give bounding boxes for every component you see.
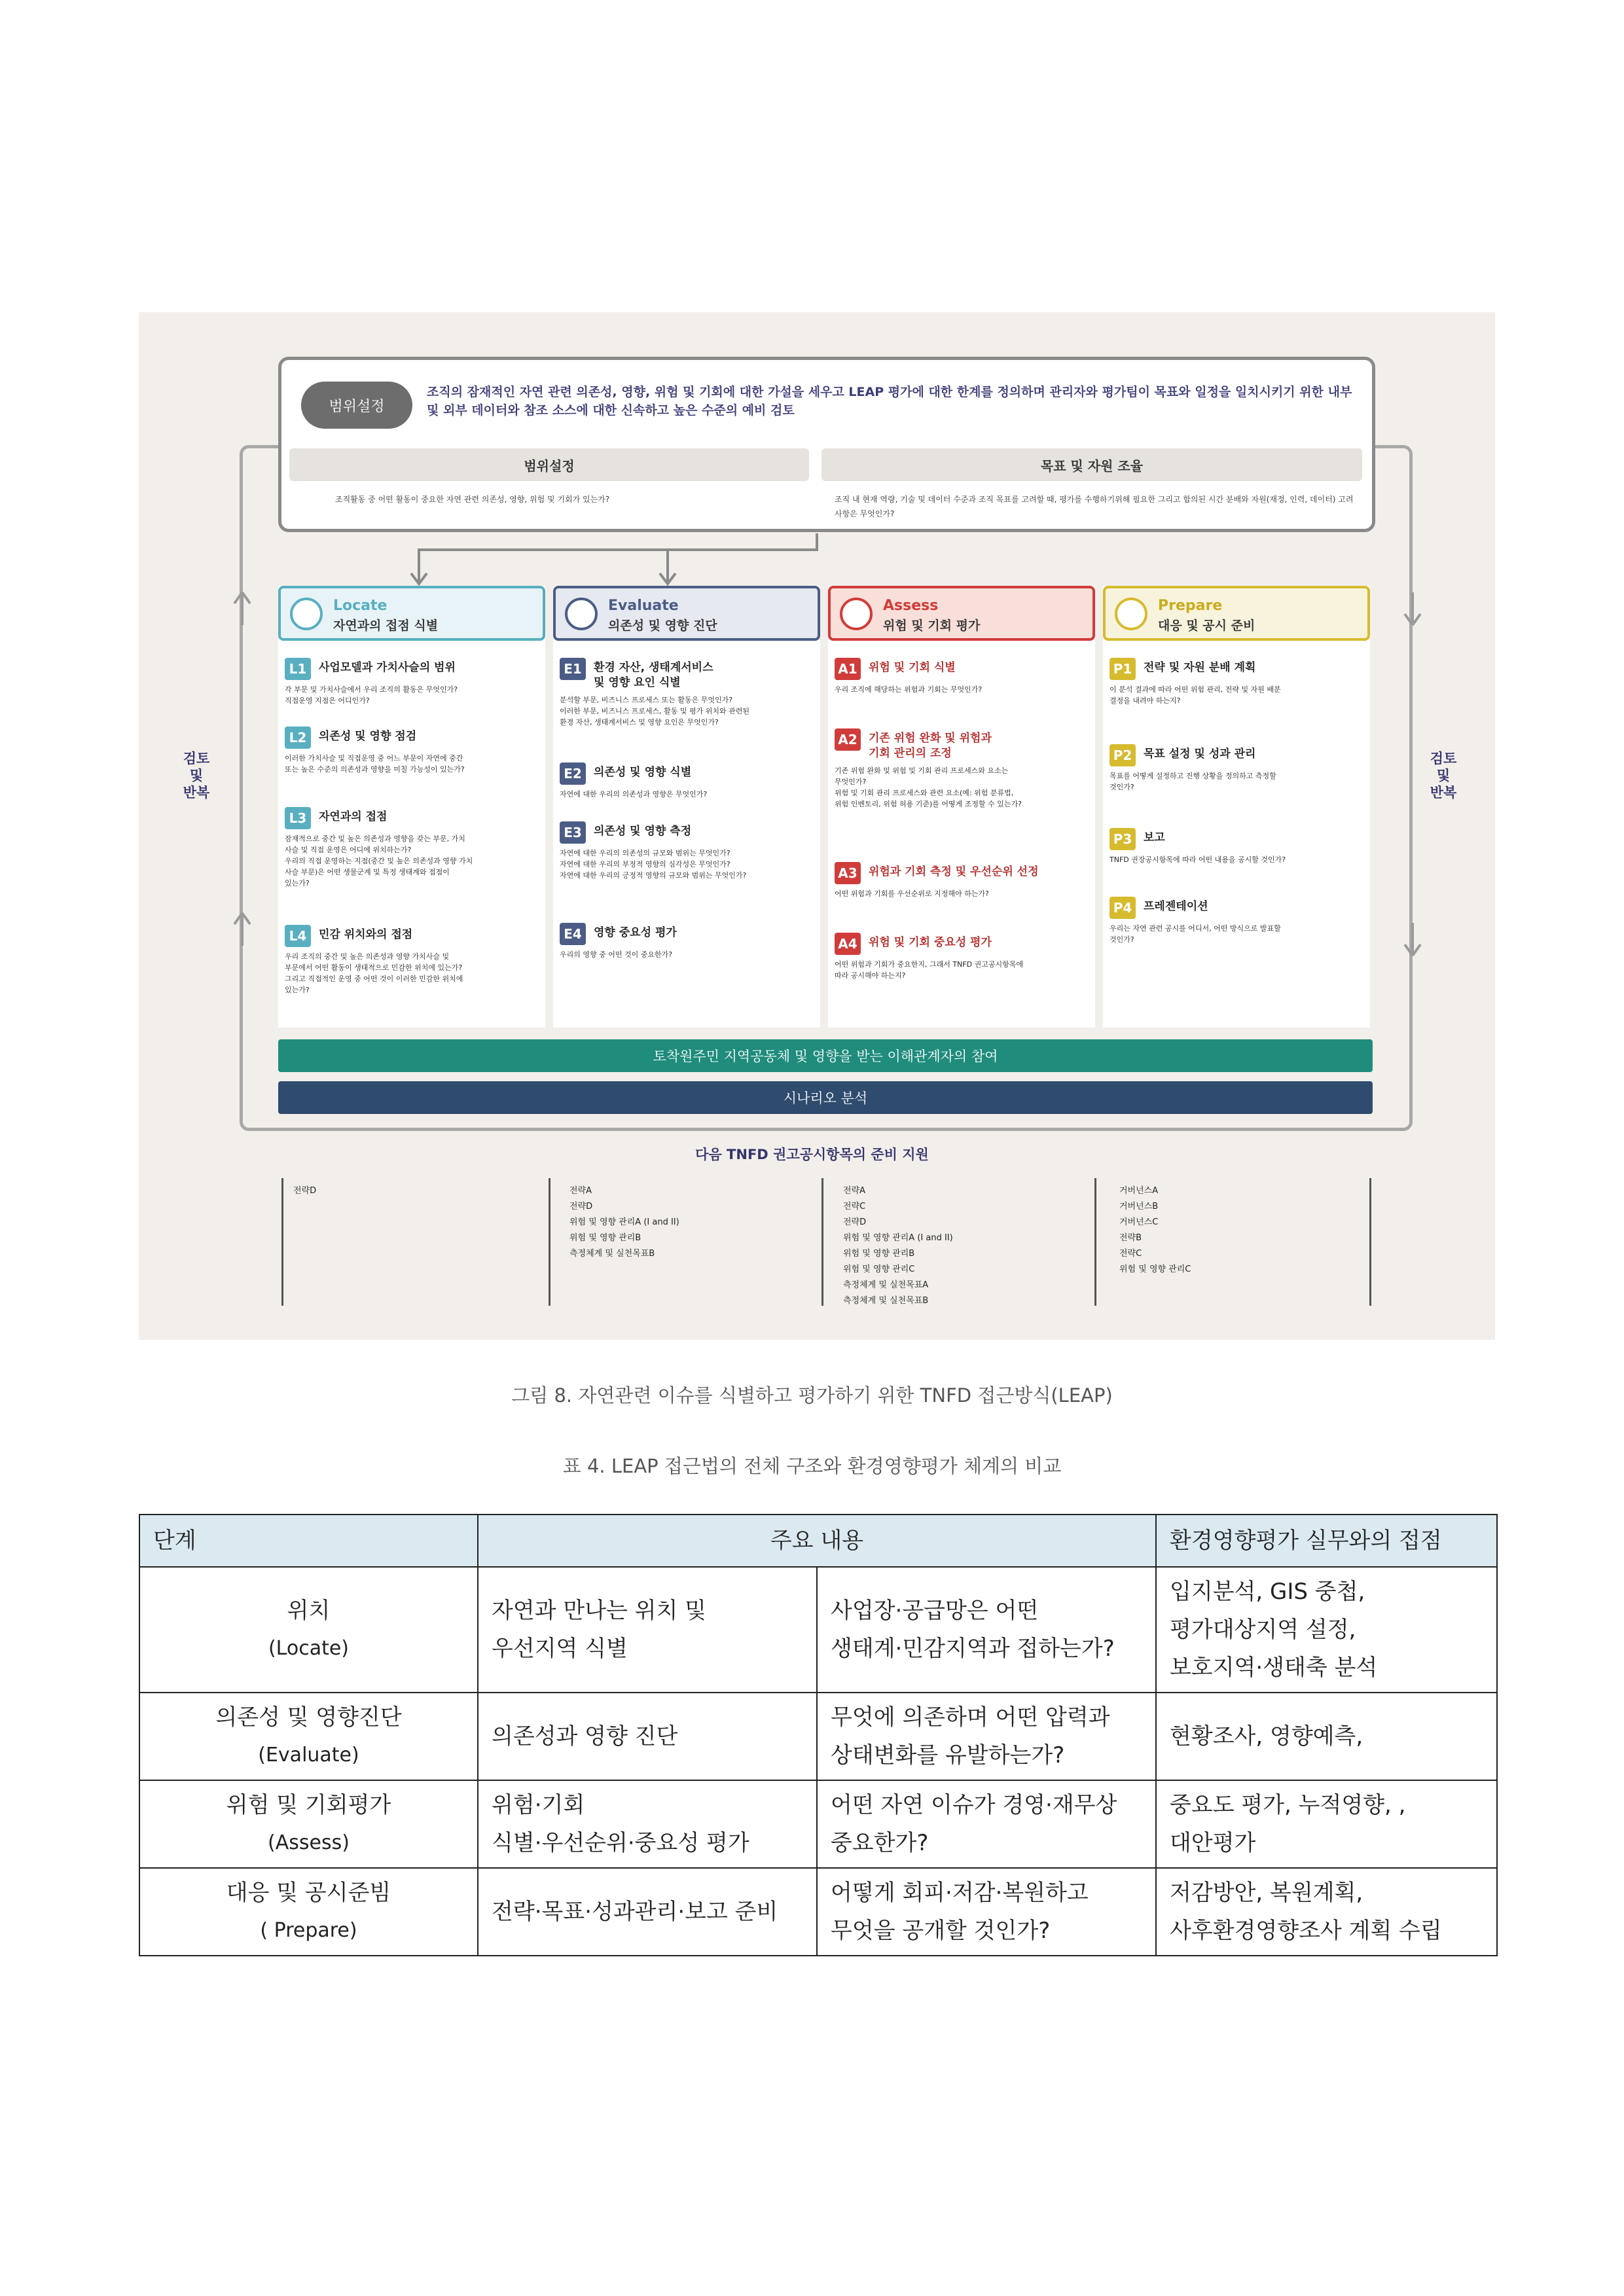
loop-label-right: 검토 및 반복: [1424, 746, 1463, 805]
step-badge: A3: [835, 862, 861, 884]
table-row: [139, 1693, 1497, 1780]
step-title: 보고: [1144, 831, 1165, 844]
content-cell: 위험·기회 식별·우선순위·중요성 평가: [478, 1780, 817, 1868]
prepare-title-en: Prepare: [1158, 598, 1223, 614]
prepare-logo-icon: [1115, 598, 1147, 630]
list-item: 위험 및 영향 관리C: [843, 1265, 915, 1274]
step-title: 의존성 및 영향 식별: [594, 766, 692, 779]
loop-up-arrow-icon: [229, 589, 255, 628]
divider: [281, 1178, 283, 1306]
assess-title-ko: 위험 및 기회 평가: [883, 619, 981, 633]
assess-column: [828, 586, 1095, 1028]
step-a4: [835, 933, 1091, 981]
list-item: 전략C: [843, 1202, 866, 1211]
table-row: [139, 1780, 1497, 1868]
disclosure-list-prepare: [1119, 1183, 1191, 1278]
list-item: 위험 및 영향 관리B: [843, 1249, 915, 1259]
step-question: 이 분석 결과에 따라 어떤 위험 관리, 전략 및 자원 배분 결정을 내려야 하는지?: [1110, 685, 1281, 705]
locate-title-ko: 자연과의 접점 식별: [333, 619, 439, 633]
step-question: 우리의 영향 중 어떤 것이 중요한가?: [560, 950, 673, 959]
eia-cell: 중요도 평가, 누적영향, , 대안평가: [1156, 1780, 1497, 1868]
table-row: [139, 1868, 1497, 1956]
assess-logo-icon: [840, 598, 873, 630]
question-cell: 어떤 자연 이슈가 경영·재무상 중요한가?: [817, 1780, 1156, 1868]
locate-title-en: Locate: [333, 598, 388, 614]
goals-resources-question: 조직 내 현재 역량, 기술 및 데이터 수준과 조직 목표를 고려할 때, 평가를 수행하기위해 필요한 그리고 합의된 시간 분배와 자원(재정, 인력, 데이터) 고려 사항은 무엇인가?: [835, 495, 1354, 518]
prepare-title-ko: 대응 및 공시 준비: [1158, 619, 1255, 633]
scoping-question: 조직활동 중 어떤 활동이 중요한 자연 관련 의존성, 영향, 위험 및 기회가 있는가?: [335, 495, 610, 504]
step-badge: P1: [1110, 658, 1136, 680]
list-item: 거버넌스B: [1119, 1202, 1159, 1211]
disclosure-list-evaluate: [569, 1183, 679, 1262]
step-question: 자연에 대한 우리의 의존성과 영향은 무엇인가?: [560, 790, 708, 798]
loop-down-arrow-icon: [1399, 920, 1426, 959]
step-title: 전략 및 자원 분배 계획: [1144, 661, 1256, 674]
step-badge: L3: [285, 807, 311, 829]
next-disclosures-title: 다음 TNFD 권고공시항목의 준비 지원: [695, 1147, 929, 1162]
question-cell: 어떻게 회피·저감·복원하고 무엇을 공개할 것인가?: [817, 1868, 1156, 1956]
list-item: 위험 및 영향 관리B: [569, 1233, 641, 1243]
eia-cell: 저감방안, 복원계획, 사후환경영향조사 계획 수립: [1156, 1868, 1497, 1956]
step-l1: [285, 658, 541, 706]
step-p4: [1110, 897, 1366, 945]
step-badge: L4: [285, 925, 311, 947]
list-item: 전략A: [569, 1186, 592, 1196]
step-e1: [560, 658, 816, 728]
step-title: 위험과 기회 측정 및 우선순위 선정: [869, 865, 1039, 878]
step-badge: P4: [1110, 897, 1136, 919]
loop-up-arrow-icon: [229, 910, 255, 949]
assess-header: [828, 586, 1095, 641]
eia-cell: 입지분석, GIS 중첩, 평가대상지역 설정, 보호지역·생태축 분석: [1156, 1567, 1497, 1693]
divider: [1369, 1178, 1371, 1306]
step-question: 우리는 자연 관련 공시를 어디서, 어떤 방식으로 발표할 것인가?: [1110, 924, 1281, 944]
step-p3: [1110, 828, 1366, 865]
list-item: 위험 및 영향 관리C: [1119, 1265, 1191, 1274]
table-row: [139, 1567, 1497, 1693]
step-l2: [285, 726, 541, 775]
header-main-content: 주요 내용: [478, 1515, 1156, 1567]
list-item: 위험 및 영향 관리A (I and II): [843, 1233, 953, 1243]
scoping-description: 조직의 잠재적인 자연 관련 의존성, 영향, 위험 및 기회에 대한 가설을 세우고 LEAP 평가에 대한 한계를 정의하며 관리자와 평가팀이 목표와 일정을 일치시키기 위한 내부 및 외부 데이터와 참조 소스에 대한 신속하고 높은 수준의 예비 검토: [427, 385, 1352, 418]
step-title: 의존성 및 영향 점검: [319, 730, 417, 743]
step-question: 어떤 위험과 기회가 중요한지, 그래서 TNFD 권고공시항목에 따라 공시해야 하는지?: [835, 960, 1023, 980]
step-question: 기존 위험 완화 및 위험 및 기회 관리 프로세스와 요소는 무엇인가? 위험 및 기회 관리 프로세스와 관련 요소(예: 위험 분류법, 위험 인벤토리, 위험 허용 기준)를 어떻게 조정할 수 있는가?: [835, 766, 1022, 808]
list-item: 위험 및 영향 관리A (I and II): [569, 1217, 679, 1227]
step-badge: L2: [285, 726, 311, 749]
evaluate-title-ko: 의존성 및 영향 진단: [608, 619, 717, 633]
divider: [821, 1178, 823, 1306]
scoping-pill: 범위설정: [301, 382, 412, 429]
step-a3: [835, 862, 1091, 899]
prepare-column: [1103, 586, 1370, 1028]
evaluate-column: [553, 586, 820, 1028]
list-item: 전략C: [1119, 1249, 1142, 1259]
content-cell: 전략·목표·성과관리·보고 준비: [478, 1868, 817, 1956]
step-e2: [560, 762, 816, 800]
list-item: 전략D: [569, 1202, 593, 1211]
step-question: 우리 조직의 중간 및 높은 의존성과 영향 가치사슬 및 부문에서 어떤 활동이 생태적으로 민감한 위치에 있는가? 그리고 직접적인 운영 중 어떤 것이 이러한 민감한 위치에 있는가?: [285, 952, 463, 994]
step-a1: [835, 658, 1091, 695]
step-badge: P3: [1110, 828, 1136, 850]
step-badge: E4: [560, 923, 586, 945]
stage-cell: 위치 (Locate): [139, 1567, 478, 1693]
scoping-subheading: 범위설정: [289, 448, 809, 481]
locate-header: [278, 586, 545, 641]
scenario-analysis-bar: 시나리오 분석: [278, 1081, 1373, 1114]
stage-cell: 위험 및 기회평가 (Assess): [139, 1780, 478, 1868]
list-item: 전략D: [293, 1186, 317, 1196]
step-badge: E3: [560, 821, 586, 844]
step-e4: [560, 923, 816, 960]
step-title: 위험 및 기회 중요성 평가: [869, 936, 992, 949]
goals-resources-subheading: 목표 및 자원 조율: [821, 448, 1362, 481]
header-eia-interface: 환경영향평가 실무와의 접점: [1156, 1515, 1497, 1567]
locate-logo-icon: [290, 598, 323, 630]
content-cell: 의존성과 영향 진단: [478, 1693, 817, 1780]
question-cell: 무엇에 의존하며 어떤 압력과 상태변화를 유발하는가?: [817, 1693, 1156, 1780]
step-badge: A4: [835, 933, 861, 955]
list-item: 거버넌스A: [1119, 1186, 1159, 1196]
step-p2: [1110, 744, 1366, 793]
step-a2: [835, 728, 1091, 810]
step-title: 사업모델과 가치사슬의 범위: [319, 661, 456, 674]
leap-eia-comparison-table: [139, 1514, 1498, 1956]
content-cell: 자연과 만나는 위치 및 우선지역 식별: [478, 1567, 817, 1693]
loop-down-arrow-icon: [1399, 589, 1426, 628]
step-badge: E2: [560, 762, 586, 785]
disclosure-list-locate: [293, 1183, 316, 1199]
question-cell: 사업장·공급망은 어떤 생태계·민감지역과 접하는가?: [817, 1567, 1156, 1693]
step-badge: A1: [835, 658, 861, 680]
evaluate-logo-icon: [565, 598, 598, 630]
figure-caption: 그림 8. 자연관련 이슈를 식별하고 평가하기 위한 TNFD 접근방식(LEAP): [511, 1384, 1113, 1407]
step-p1: [1110, 658, 1366, 706]
eia-cell: 현황조사, 영향예측,: [1156, 1693, 1497, 1780]
list-item: 전략B: [1119, 1233, 1142, 1243]
step-question: 분석할 부문, 비즈니스 프로세스 또는 활동은 무엇인가? 이러한 부문, 비즈니스 프로세스, 활동 및 평가 위치와 관련된 환경 자산, 생태계서비스 및 영향 요인은 무엇인가?: [560, 696, 749, 726]
stakeholder-engagement-bar: 토착원주민 지역공동체 및 영향을 받는 이해관계자의 참여: [278, 1039, 1373, 1072]
step-l4: [285, 925, 541, 996]
step-question: 목표를 어떻게 설정하고 진행 상황을 정의하고 측정할 것인가?: [1110, 772, 1276, 791]
step-title: 목표 설정 및 성과 관리: [1144, 747, 1256, 761]
stage-cell: 대응 및 공시준빔 ( Prepare): [139, 1868, 478, 1956]
divider: [1094, 1178, 1096, 1306]
list-item: 전략A: [843, 1186, 866, 1196]
step-question: 어떤 위험과 기회를 우선순위로 지정해야 하는가?: [835, 889, 989, 898]
step-title: 위험 및 기회 식별: [869, 661, 956, 674]
step-question: TNFD 권장공시항목에 따라 어떤 내용을 공시할 것인가?: [1110, 855, 1286, 864]
table-caption: 표 4. LEAP 접근법의 전체 구조와 환경영향평가 체계의 비교: [562, 1455, 1062, 1477]
evaluate-header: [553, 586, 820, 641]
header-stage: 단계: [139, 1515, 478, 1567]
list-item: 측정체계 및 실천목표B: [569, 1249, 655, 1259]
step-title: 프레젠테이션: [1144, 900, 1208, 913]
step-badge: L1: [285, 658, 311, 680]
step-e3: [560, 821, 816, 881]
step-badge: A2: [835, 728, 861, 751]
list-item: 거버넌스C: [1119, 1217, 1159, 1227]
step-badge: E1: [560, 658, 586, 680]
list-item: 측정체계 및 실천목표B: [843, 1296, 929, 1306]
assess-title-en: Assess: [883, 598, 939, 614]
prepare-header: [1103, 586, 1370, 641]
step-question: 이러한 가치사슬 및 직접운영 중 어느 부문이 자연에 중간 또는 높은 수준의 의존성과 영향을 미칠 가능성이 있는가?: [285, 754, 465, 774]
step-question: 우리 조직에 해당하는 위험과 기회는 무엇인가?: [835, 685, 983, 694]
divider: [549, 1178, 550, 1306]
list-item: 전략D: [843, 1217, 867, 1227]
loop-label-left: 검토 및 반복: [177, 746, 216, 805]
stage-cell: 의존성 및 영향진단 (Evaluate): [139, 1693, 478, 1780]
step-l3: [285, 807, 541, 889]
list-item: 측정체계 및 실천목표A: [843, 1280, 929, 1290]
scope-connector-arrows-icon: [393, 530, 825, 589]
evaluate-title-en: Evaluate: [608, 598, 679, 614]
step-question: 각 부문 및 가치사슬에서 우리 조직의 활동은 무엇인가? 직접운영 지점은 어디인가?: [285, 685, 458, 705]
step-title: 의존성 및 영향 측정: [594, 825, 692, 838]
step-title: 기존 위험 완화 및 위험과 기회 관리의 조정: [869, 732, 992, 760]
step-title: 자연과의 접점: [319, 810, 388, 823]
locate-column: [278, 586, 545, 1028]
step-title: 영향 중요성 평가: [594, 926, 677, 939]
disclosure-list-assess: [843, 1183, 953, 1309]
step-title: 민감 위치와의 접점: [319, 928, 413, 941]
step-question: 자연에 대한 우리의 의존성의 규모와 범위는 무엇인가? 자연에 대한 우리의 부정적 영향의 심각성은 무엇인가? 자연에 대한 우리의 긍정적 영향의 규모와 범위는 무엇인가?: [560, 849, 747, 880]
step-title: 환경 자산, 생태계서비스 및 영향 요인 식별: [594, 661, 713, 689]
table-header-row: [139, 1515, 1497, 1567]
step-badge: P2: [1110, 744, 1136, 766]
step-question: 잠재적으로 중간 및 높은 의존성과 영향을 갖는 부문, 가치 사슬 및 직접 운영은 어디에 위치하는가? 우리의 직접 운영하는 지점(중간 및 높은 의존성과 영향 가치 사슬 부문)은 어떤 생물군계 및 특정 생태계와 접점이 있는가?: [285, 834, 473, 888]
